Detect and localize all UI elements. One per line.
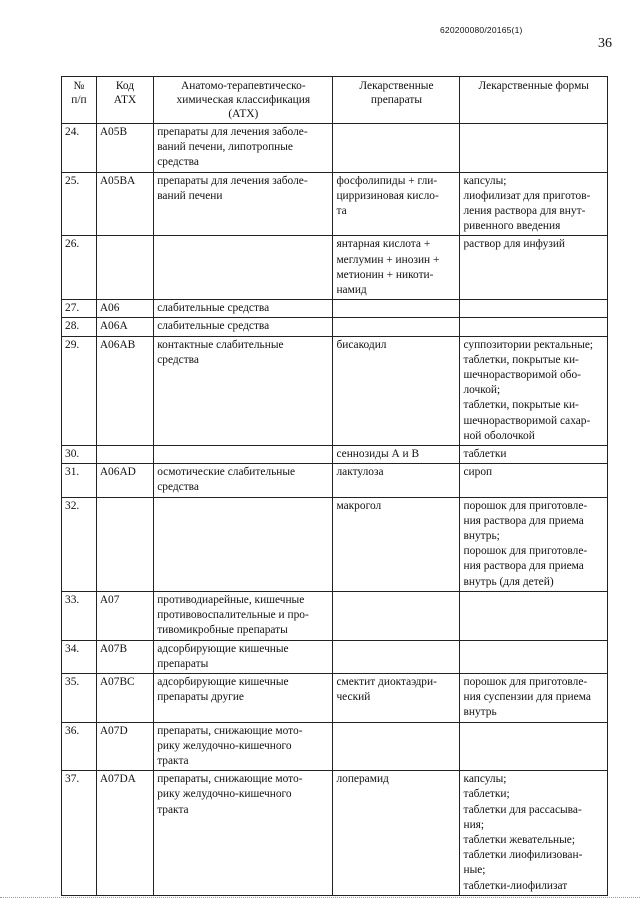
dosage-form-cell — [460, 640, 608, 673]
table-row — [62, 172, 608, 236]
classification-cell: препараты для лечения заболе- ваний печени, липотропные средства — [154, 124, 333, 173]
medication-cell — [333, 722, 460, 771]
medication-cell: макрогол — [333, 497, 460, 591]
row-number-cell: 27. — [62, 300, 97, 318]
row-number-cell: 35. — [62, 673, 97, 722]
dosage-form-cell: порошок для приготовле- ния раствора для приема внутрь; порошок для приготовле- ния раствора для приема внутрь (для детей) — [460, 497, 608, 591]
header-atc-classification: Анатомо-терапевтическо- химическая классификация (АТХ) — [154, 77, 333, 124]
table-row — [62, 497, 608, 591]
medication-cell — [333, 591, 460, 640]
medication-cell — [333, 300, 460, 318]
medication-cell: бисакодил — [333, 336, 460, 445]
header-atc-code: Код АТХ — [96, 77, 153, 124]
row-number-cell: 31. — [62, 464, 97, 497]
medications-table — [61, 76, 608, 896]
medication-cell: смектит диоктаэдри- ческий — [333, 673, 460, 722]
table-row — [62, 446, 608, 464]
document-id: 620200080/20165(1) — [440, 25, 523, 35]
table-row — [62, 318, 608, 336]
classification-cell — [154, 497, 333, 591]
classification-cell: адсорбирующие кишечные препараты — [154, 640, 333, 673]
dosage-form-cell — [460, 124, 608, 173]
dosage-form-cell: сироп — [460, 464, 608, 497]
atc-code-cell: A06AB — [96, 336, 153, 445]
table-row — [62, 640, 608, 673]
medication-cell: янтарная кислота + меглумин + инозин + метионин + никоти- намид — [333, 236, 460, 300]
row-number-cell: 33. — [62, 591, 97, 640]
classification-cell: контактные слабительные средства — [154, 336, 333, 445]
row-number-cell: 37. — [62, 771, 97, 896]
row-number-cell: 36. — [62, 722, 97, 771]
atc-code-cell — [96, 236, 153, 300]
atc-code-cell: A06 — [96, 300, 153, 318]
medication-cell: лоперамид — [333, 771, 460, 896]
atc-code-cell — [96, 446, 153, 464]
table-row — [62, 771, 608, 896]
scan-edge-line — [0, 897, 640, 900]
classification-cell: слабительные средства — [154, 300, 333, 318]
row-number-cell: 32. — [62, 497, 97, 591]
header-medications: Лекарственные препараты — [333, 77, 460, 124]
atc-code-cell: A06A — [96, 318, 153, 336]
page-number: 36 — [598, 36, 612, 51]
dosage-form-cell: таблетки — [460, 446, 608, 464]
dosage-form-cell: суппозитории ректальные; таблетки, покрытые ки- шечнорастворимой обо- лочкой; таблетки, покрытые ки- шечнорастворимой сахар- ной оболочкой — [460, 336, 608, 445]
dosage-form-cell — [460, 591, 608, 640]
atc-code-cell: A07 — [96, 591, 153, 640]
row-number-cell: 30. — [62, 446, 97, 464]
classification-cell — [154, 446, 333, 464]
row-number-cell: 34. — [62, 640, 97, 673]
table-row — [62, 300, 608, 318]
table-row — [62, 673, 608, 722]
atc-code-cell: A07BC — [96, 673, 153, 722]
table-row — [62, 236, 608, 300]
dosage-form-cell: раствор для инфузий — [460, 236, 608, 300]
dosage-form-cell: порошок для приготовле- ния суспензии для приема внутрь — [460, 673, 608, 722]
table-row — [62, 336, 608, 445]
row-number-cell: 24. — [62, 124, 97, 173]
atc-code-cell — [96, 497, 153, 591]
row-number-cell: 29. — [62, 336, 97, 445]
table-row — [62, 124, 608, 173]
row-number-cell: 26. — [62, 236, 97, 300]
medication-cell: сеннозиды А и В — [333, 446, 460, 464]
atc-code-cell: A05BA — [96, 172, 153, 236]
header-dosage-forms: Лекарственные формы — [460, 77, 608, 124]
atc-code-cell: A07DA — [96, 771, 153, 896]
table-row — [62, 722, 608, 771]
dosage-form-cell — [460, 318, 608, 336]
dosage-form-cell: капсулы; лиофилизат для приготов- ления раствора для внут- ривенного введения — [460, 172, 608, 236]
table-row — [62, 464, 608, 497]
classification-cell: препараты для лечения заболе- ваний печени — [154, 172, 333, 236]
medication-cell — [333, 640, 460, 673]
classification-cell: препараты, снижающие мото- рику желудочно-кишечного тракта — [154, 722, 333, 771]
dosage-form-cell — [460, 722, 608, 771]
classification-cell: осмотические слабительные средства — [154, 464, 333, 497]
dosage-form-cell — [460, 300, 608, 318]
medication-cell — [333, 124, 460, 173]
row-number-cell: 28. — [62, 318, 97, 336]
medication-cell — [333, 318, 460, 336]
atc-code-cell: A07D — [96, 722, 153, 771]
table-body — [62, 124, 608, 896]
classification-cell: адсорбирующие кишечные препараты другие — [154, 673, 333, 722]
table-row — [62, 591, 608, 640]
classification-cell: слабительные средства — [154, 318, 333, 336]
medication-cell: лактулоза — [333, 464, 460, 497]
atc-code-cell: A05B — [96, 124, 153, 173]
medication-cell: фосфолипиды + гли- цирризиновая кисло- та — [333, 172, 460, 236]
row-number-cell: 25. — [62, 172, 97, 236]
table-header-row — [62, 77, 608, 124]
atc-code-cell: A06AD — [96, 464, 153, 497]
classification-cell — [154, 236, 333, 300]
classification-cell: препараты, снижающие мото- рику желудочно-кишечного тракта — [154, 771, 333, 896]
atc-code-cell: A07B — [96, 640, 153, 673]
header-number: № п/п — [62, 77, 97, 124]
classification-cell: противодиарейные, кишечные противовоспалительные и про- тивомикробные препараты — [154, 591, 333, 640]
dosage-form-cell: капсулы; таблетки; таблетки для рассасыва- ния; таблетки жевательные; таблетки лиофилизован- ные; таблетки-лиофилизат — [460, 771, 608, 896]
